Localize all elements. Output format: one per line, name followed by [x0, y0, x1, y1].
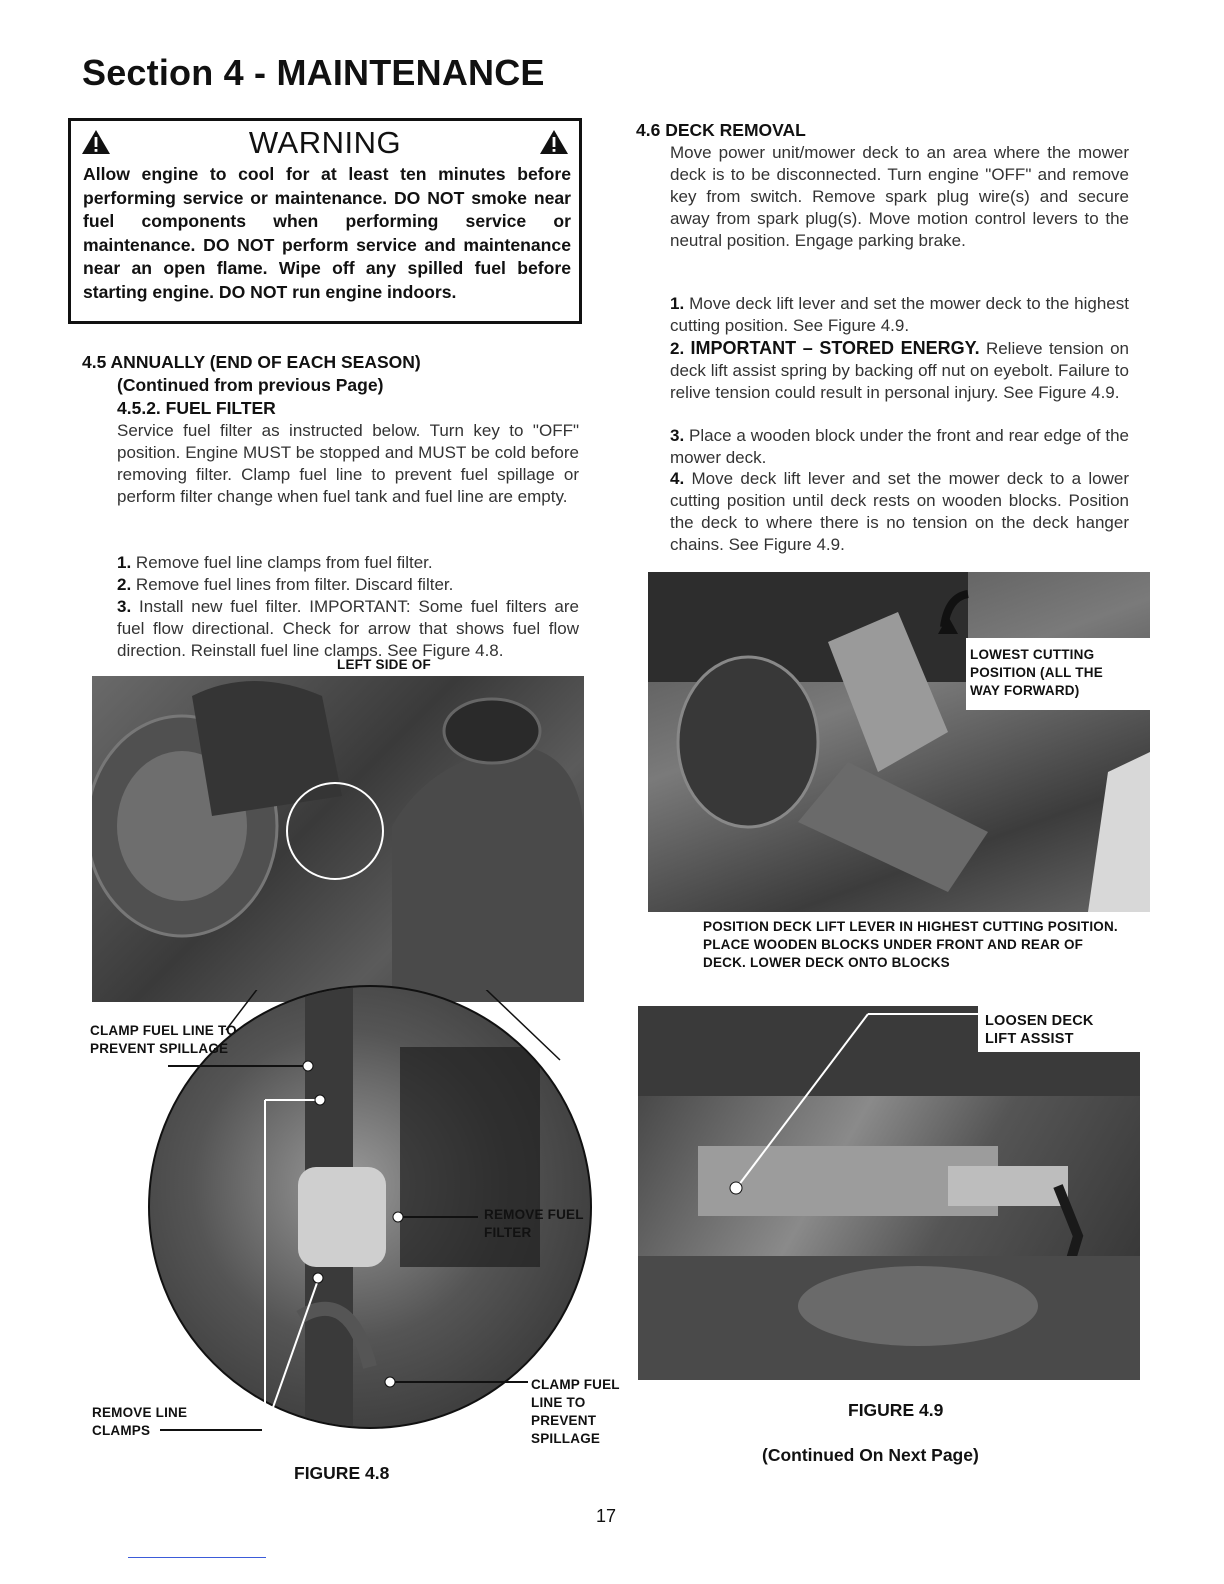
step-text: Remove fuel line clamps from fuel filter.	[135, 553, 433, 572]
figure-label-remove-line-clamps: REMOVE LINE CLAMPS	[92, 1405, 188, 1438]
engine-photo-shapes	[92, 676, 584, 1002]
warning-text: Allow engine to cool for at least ten minutes before performing service or maintenance. DO NOT smoke near fuel components when performing service or maintenance. DO NOT perform service and maintenance near an open flame. Wipe off any spilled fuel before starting engine. DO NOT run engine indoors.	[83, 164, 571, 302]
continued-note: (Continued On Next Page)	[762, 1445, 979, 1465]
warning-triangle-icon	[539, 129, 569, 155]
footer-rule	[128, 1557, 266, 1558]
figure-caption-deck-lever: POSITION DECK LIFT LEVER IN HIGHEST CUTTING POSITION. PLACE WOODEN BLOCKS UNDER FRONT AND REAR OF DECK. LOWER DECK ONTO BLOCKS	[703, 919, 1118, 970]
fuel-filter-step-1	[117, 552, 579, 574]
section-heading-4-6: 4.6 DECK REMOVAL	[636, 120, 806, 140]
step-lead: IMPORTANT – STORED ENERGY.	[690, 338, 980, 358]
fuel-filter-step-3	[117, 596, 579, 662]
step-text: Relieve tension on deck lift assist spring by backing off nut on eyebolt. Failure to relive tension could result in personal injury. See Figure 4.9.	[670, 339, 1129, 402]
figure-label-left-side: LEFT SIDE OF	[337, 657, 431, 672]
subsection-heading-fuel-filter: 4.5.2. FUEL FILTER	[117, 398, 276, 418]
deck-lift-assist-photo-shapes	[638, 1006, 1140, 1380]
fuel-filter-intro: Service fuel filter as instructed below. Turn key to "OFF" position. Engine MUST be stopped and MUST be cold before removing filter. Clamp fuel line to prevent fuel spillage or perform filter change when fuel tank and fuel line are empty.	[117, 421, 579, 506]
step-number: 1.	[117, 553, 132, 572]
warning-box	[68, 118, 582, 324]
deck-removal-step-4	[670, 468, 1129, 556]
section-subheading: (Continued from previous Page)	[117, 375, 384, 395]
deck-removal-intro: Move power unit/mower deck to an area where the mower deck is to be disconnected. Turn engine "OFF" and remove key from switch. Remove spark plug wire(s) and secure away from spark plug(s). Move motion control levers to the neutral position. Engage parking brake.	[670, 143, 1129, 250]
deck-removal-step-3	[670, 425, 1129, 469]
engine-photo	[92, 676, 584, 1002]
deck-lift-lever-photo	[648, 572, 1150, 912]
figure-label-remove-fuel-filter: REMOVE FUEL FILTER	[484, 1207, 584, 1240]
fuel-filter-step-2	[117, 574, 579, 596]
page-number: 17	[596, 1506, 617, 1526]
figure-label-loosen-deck-lift: LOOSEN DECK LIFT ASSIST	[985, 1013, 1094, 1047]
step-text: Install new fuel filter. IMPORTANT: Some fuel filters are fuel flow directional. Check for arrow that shows fuel flow direction. Reinstall fuel line clamps. See Figure 4.8.	[117, 597, 579, 660]
figure-label-lowest-cutting: LOWEST CUTTING POSITION (ALL THE WAY FORWARD)	[970, 647, 1103, 698]
section-heading-4-5: 4.5 ANNUALLY (END OF EACH SEASON)	[82, 352, 421, 372]
page-title: Section 4 - MAINTENANCE	[82, 52, 545, 93]
step-text: Move deck lift lever and set the mower deck to a lower cutting position until deck rests on wooden blocks. Position the deck to where there is no tension on the deck hanger chains. See Figure 4.9.	[670, 469, 1129, 554]
figure-label-clamp-fuel-line-bottom: CLAMP FUEL LINE TO PREVENT SPILLAGE	[531, 1377, 620, 1446]
deck-removal-step-2	[670, 337, 1129, 404]
figure-caption-4-9: FIGURE 4.9	[848, 1400, 944, 1420]
step-number: 3.	[117, 597, 132, 616]
deck-removal-step-1	[670, 293, 1129, 337]
step-text: Remove fuel lines from filter. Discard filter.	[135, 575, 454, 594]
step-text: Move deck lift lever and set the mower deck to the highest cutting position. See Figure 4.9.	[670, 294, 1129, 335]
deck-lift-lever-photo-shapes	[648, 572, 1150, 912]
step-number: 2.	[117, 575, 132, 594]
step-number: 3.	[670, 426, 685, 445]
step-number: 1.	[670, 294, 685, 313]
warning-title: WARNING	[248, 125, 402, 160]
step-number: 4.	[670, 469, 685, 488]
step-text: Place a wooden block under the front and rear edge of the mower deck.	[670, 426, 1129, 467]
figure-caption-4-8: FIGURE 4.8	[294, 1463, 390, 1483]
step-number: 2.	[670, 339, 685, 358]
figure-label-clamp-fuel-line-top: CLAMP FUEL LINE TO PREVENT SPILLAGE	[90, 1023, 237, 1056]
deck-lift-assist-photo	[638, 1006, 1140, 1380]
